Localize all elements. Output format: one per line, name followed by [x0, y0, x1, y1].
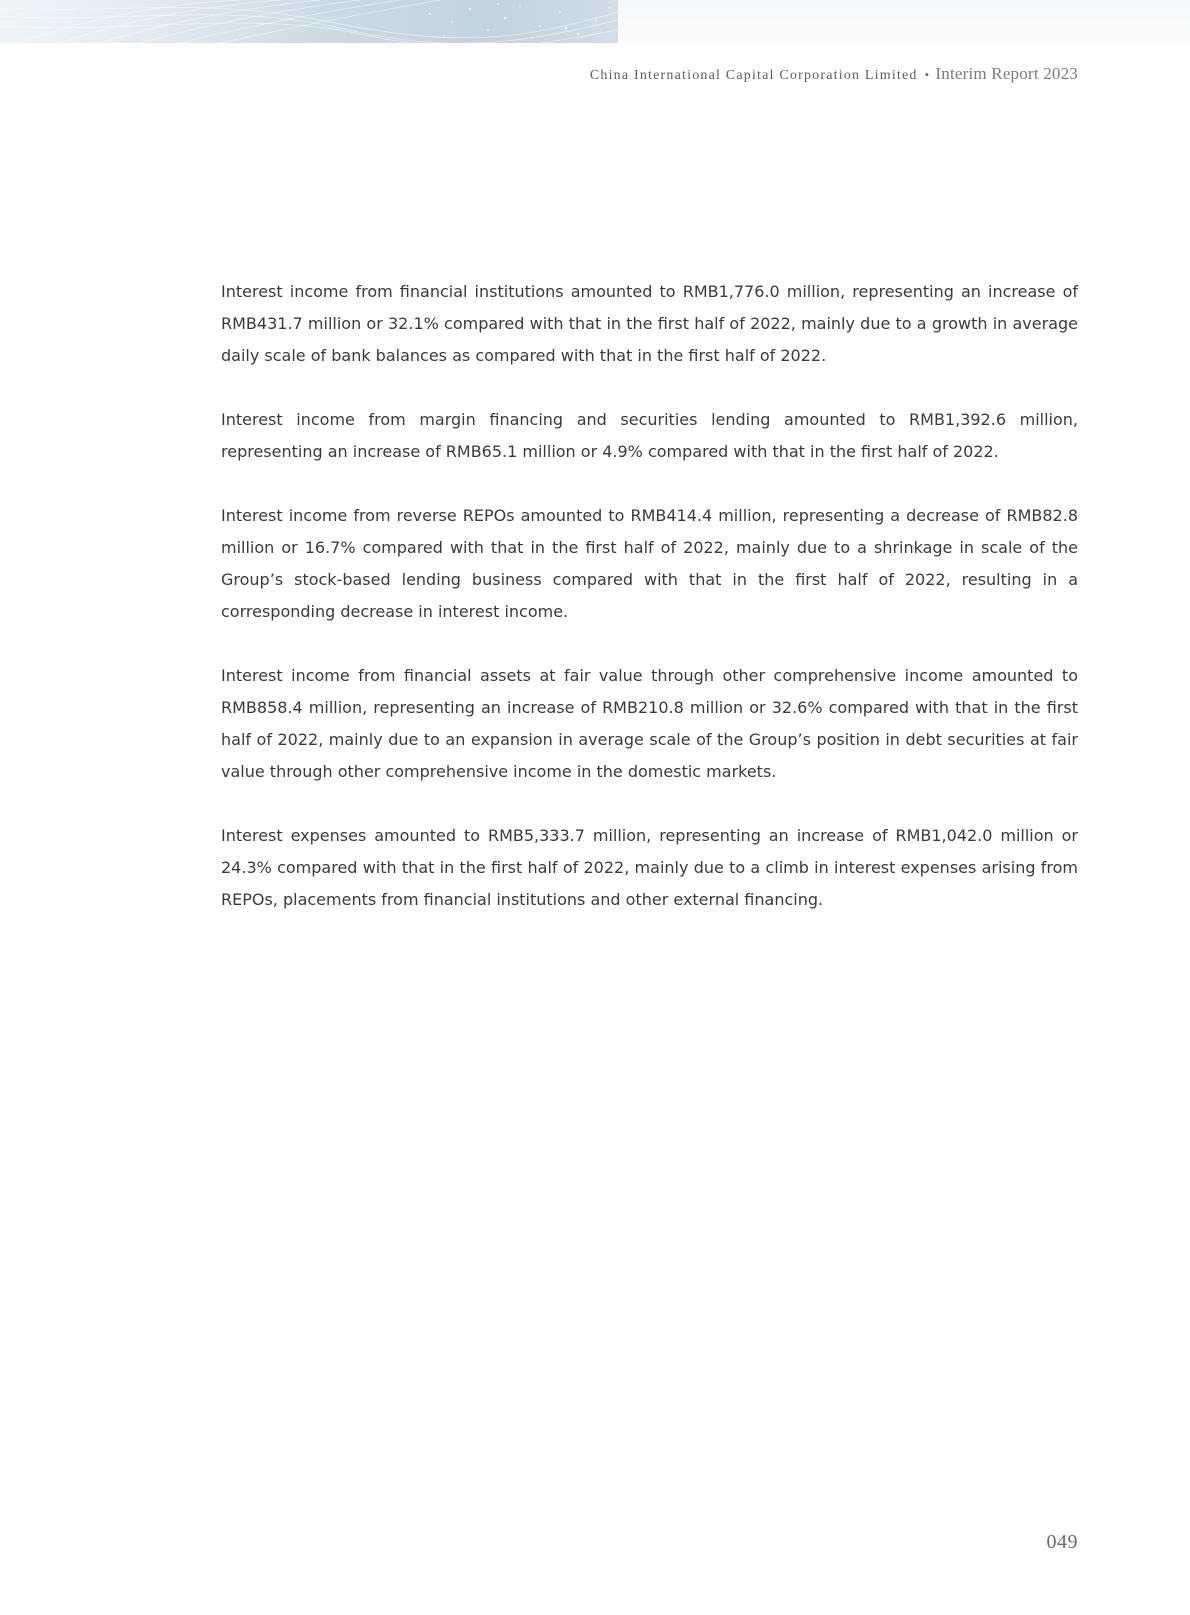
- paragraph-margin-financing-interest: Interest income from margin financing and securities lending amounted to RMB1,392.6 million, representing an increase of RMB65.1 million or 4.9% compared with that in the first half of 2022.: [221, 410, 1078, 461]
- company-name: China International Capital Corporation Limited: [589, 68, 918, 83]
- paragraph-interest-expenses: Interest expenses amounted to RMB5,333.7 million, representing an increase of RMB1,042.0 million or 24.3% compared with that in the first half of 2022, mainly due to a climb in interest expenses arising from REPOs, placements from financial institutions and other external financing.: [221, 826, 1078, 909]
- paragraph-reverse-repos-interest: Interest income from reverse REPOs amounted to RMB414.4 million, representing a decrease of RMB82.8 million or 16.7% compared with that in the first half of 2022, mainly due to a shrinkage in scale of the Group’s stock-based lending business compared with that in the first half of 2022, resulting in a corresponding decrease in interest income.: [221, 506, 1078, 621]
- banner-texture-image: [0, 0, 618, 43]
- header-bullet: •: [924, 67, 931, 82]
- main-content: [221, 276, 1078, 948]
- paragraph-fvoci-interest: Interest income from financial assets at fair value through other comprehensive income amounted to RMB858.4 million, representing an increase of RMB210.8 million or 32.6% compared with that in the first half of 2022, mainly due to an expansion in average scale of the Group’s position in debt securities at fair value through other comprehensive income in the domestic markets.: [221, 666, 1078, 781]
- paragraph-financial-institutions-interest: Interest income from financial institutions amounted to RMB1,776.0 million, representing an increase of RMB431.7 million or 32.1% compared with that in the first half of 2022, mainly due to a growth in average daily scale of bank balances as compared with that in the first half of 2022.: [221, 282, 1078, 365]
- page-number: 049: [1046, 1531, 1078, 1553]
- header-banner-blank: [618, 0, 1190, 43]
- running-header: [590, 64, 1078, 84]
- header-decorative-banner: [0, 0, 618, 43]
- report-title: Interim Report 2023: [935, 64, 1078, 83]
